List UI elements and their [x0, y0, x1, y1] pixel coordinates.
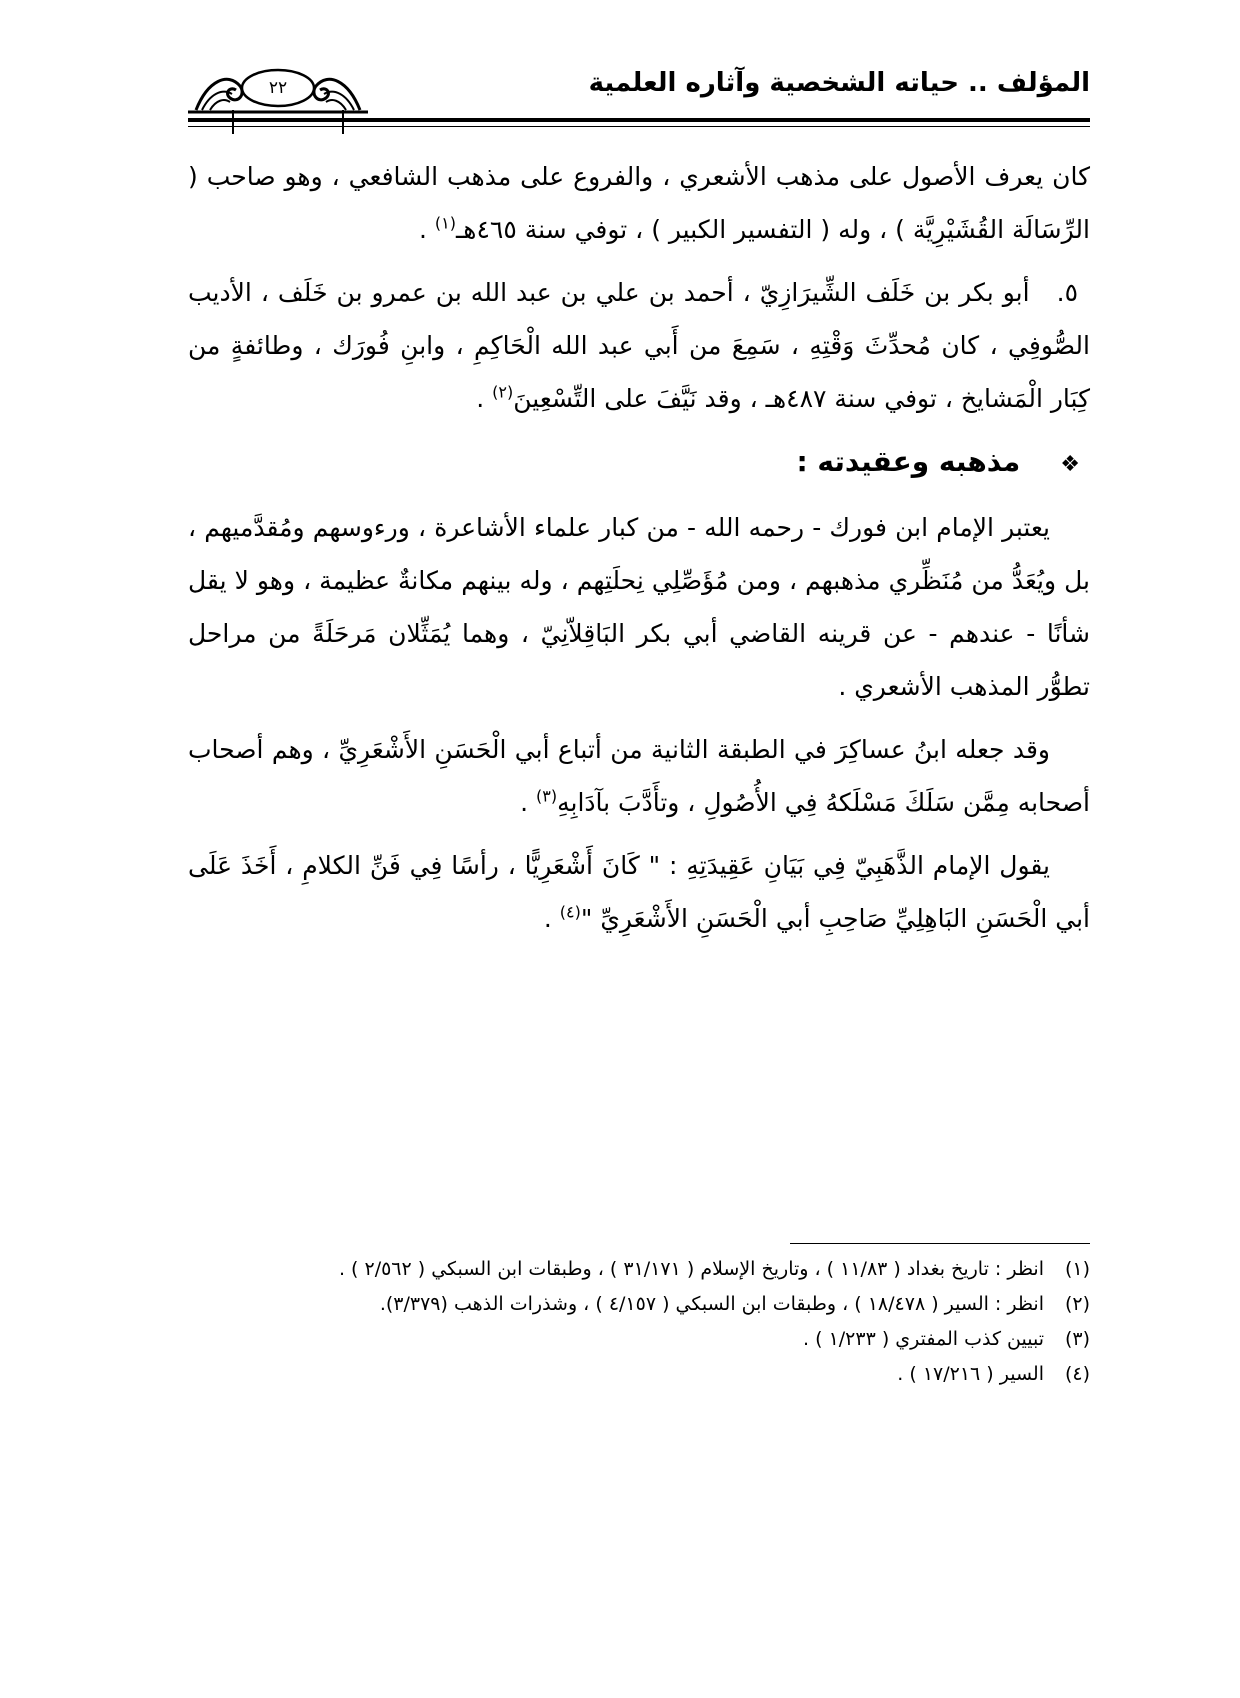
paragraph-1-text: كان يعرف الأصول على مذهب الأشعري ، والفروع على مذهب الشافعي ، وهو صاحب ( الرِّسَالَة القُشَيْرِيَّة ) ، وله ( التفسير الكبير ) ، توفي سنة ٤٦٥هـ [188, 162, 1090, 244]
footnote-2 [188, 1287, 1090, 1322]
footnotes [188, 1252, 1090, 1392]
footnote-separator [790, 1243, 1090, 1244]
footnote-number: (١) [1064, 1258, 1090, 1280]
footnote-ref-2[interactable]: (٢) [492, 382, 514, 402]
paragraph-4-text: وقد جعله ابنُ عساكِرَ في الطبقة الثانية من أتباع أبي الْحَسَنِ الأَشْعَرِيِّ ، وهم أصحاب أصحابه مِمَّن سَلَكَ مَسْلَكهُ فِي الأُصُولِ ، وتأَدَّبَ بآدَابِهِ [188, 735, 1090, 817]
paragraph-2-text: أبو بكر بن خَلَف الشِّيرَازِيّ ، أحمد بن علي بن عبد الله بن عمرو بن خَلَف ، الأديب الصُّوفِي ، كان مُحدِّثَ وَقْتِهِ ، سَمِعَ من أَبي عبد الله الْحَاكِمِ ، وابنِ فُورَك ، وطائفةٍ من كِبَار الْمَشايخ ، توفي سنة ٤٨٧هـ ، وقد نَيَّفَ على التِّسْعِينَ [188, 278, 1090, 413]
section-heading-text: مذهبه وعقيدته : [796, 445, 1021, 478]
header-rule-thin [188, 126, 1090, 127]
footnote-ref-1[interactable]: (١) [434, 213, 456, 233]
paragraph-2-end: . [476, 384, 493, 413]
paragraph-5 [188, 839, 1090, 945]
header-rule-right-tick [342, 110, 344, 134]
paragraph-5-text: يقول الإمام الذَّهَبِيّ فِي بَيَانِ عَقِيدَتِهِ : " كَانَ أَشْعَرِيًّا ، رأسًا فِي فَنِّ الكلامِ ، أَخَذَ عَلَى أبي الْحَسَنِ البَاهِلِيِّ صَاحِبِ أبي الْحَسَنِ الأَشْعَرِيِّ " [188, 851, 1090, 933]
footnote-number: (٤) [1064, 1363, 1090, 1385]
footnote-text: السير ( ١٧/٢١٦ ) . [897, 1363, 1044, 1385]
list-number-5: ٥. [1056, 278, 1079, 307]
paragraph-4 [188, 723, 1090, 829]
paragraph-5-end: . [543, 904, 560, 933]
paragraph-2 [188, 266, 1090, 425]
footnote-number: (٢) [1064, 1293, 1090, 1315]
paragraph-1 [188, 150, 1090, 256]
footnote-3 [188, 1322, 1090, 1357]
footnote-text: انظر : تاريخ بغداد ( ١١/٨٣ ) ، وتاريخ الإسلام ( ٣١/١٧١ ) ، وطبقات ابن السبكي ( ٢/٥٦٢ ) . [338, 1258, 1044, 1280]
header-rule-thick [188, 118, 1090, 122]
paragraph-3: يعتبر الإمام ابن فورك - رحمه الله - من كبار علماء الأشاعرة ، ورءوسهم ومُقدَّميهم ، بل ويُعَدُّ من مُنَظِّري مذهبهم ، ومن مُؤَصِّلِي نِحلَتِهم ، وله بينهم مكانةٌ عظيمة ، وهو لا يقل شأنًا - عندهم - عن قرينه القاضي أبي بكر البَاقِلاّنِيّ ، وهما يُمَثِّلان مَرحَلَةً من مراحل تطوُّر المذهب الأشعري . [188, 513, 1090, 701]
footnote-4 [188, 1357, 1090, 1392]
diamond-bullet-icon: ❖ [1060, 452, 1080, 477]
footnote-number: (٣) [1064, 1328, 1090, 1350]
footnote-1 [188, 1252, 1090, 1287]
paragraph-1-end: . [418, 215, 435, 244]
header-rule-left-tick [232, 110, 234, 134]
running-title: المؤلف .. حياته الشخصية وآثاره العلمية [588, 68, 1090, 98]
page-number: ٢٢ [268, 78, 288, 98]
footnote-text: تبيين كذب المفتري ( ١/٢٣٣ ) . [803, 1328, 1044, 1350]
footnote-ref-3[interactable]: (٣) [535, 786, 558, 806]
footnote-text: انظر : السير ( ١٨/٤٧٨ ) ، وطبقات ابن السبكي ( ٤/١٥٧ ) ، وشذرات الذهب (٣/٣٧٩). [379, 1293, 1044, 1315]
main-text [188, 150, 1090, 955]
paragraph-4-end: . [520, 788, 536, 817]
footnote-ref-4[interactable]: (٤) [559, 902, 581, 922]
section-heading [188, 435, 1090, 491]
